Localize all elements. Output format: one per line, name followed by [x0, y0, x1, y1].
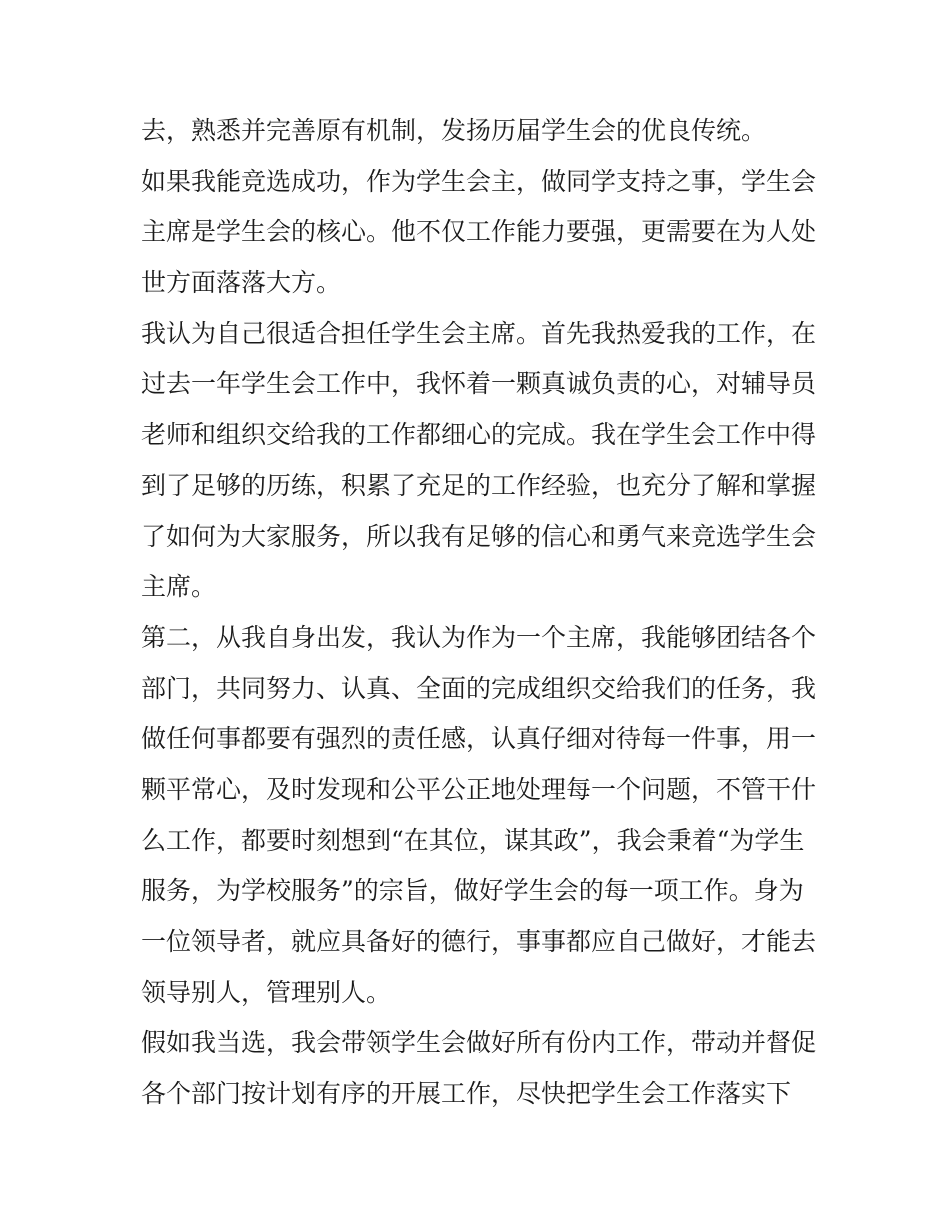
text-line: 如果我能竞选成功，作为学生会主，做同学支持之事，学生会 — [141, 166, 817, 196]
text-line: 到了足够的历练，积累了充足的工作经验，也充分了解和掌握 — [141, 470, 817, 500]
text-line: 么工作，都要时刻想到“在其位，谋其政”，我会秉着“为学生 — [141, 825, 805, 855]
text-line: 世方面落落大方。 — [141, 268, 342, 298]
text-line: 假如我当选，我会带领学生会做好所有份内工作，带动并督促 — [141, 1028, 817, 1058]
text-line: 一位领导者，就应具备好的德行，事事都应自己做好，才能去 — [141, 927, 817, 956]
text-line: 做任何事都要有强烈的责任感，认真仔细对待每一件事，用一 — [141, 724, 817, 754]
text-line: 各个部门按计划有序的开展工作，尽快把学生会工作落实下 — [141, 1079, 792, 1109]
text-line: 主席。 — [141, 572, 217, 602]
text-line: 部门，共同努力、认真、全面的完成组织交给我们的任务，我 — [141, 673, 817, 703]
document-body — [141, 106, 821, 1120]
text-line: 颗平常心，及时发现和公平公正地处理每一个问题，不管干什 — [141, 774, 817, 804]
text-line: 领导别人，管理别人。 — [141, 977, 392, 1007]
text-line: 第二，从我自身出发，我认为作为一个主席，我能够团结各个 — [141, 622, 817, 652]
text-line: 我认为自己很适合担任学生会主席。首先我热爱我的工作，在 — [141, 318, 817, 348]
text-line: 服务，为学校服务”的宗旨，做好学生会的每一项工作。身为 — [141, 876, 804, 906]
text-line: 老师和组织交给我的工作都细心的完成。我在学生会工作中得 — [141, 420, 817, 450]
text-line: 过去一年学生会工作中，我怀着一颗真诚负责的心，对辅导员 — [141, 369, 817, 399]
text-line: 了如何为大家服务，所以我有足够的信心和勇气来竞选学生会 — [141, 521, 817, 551]
text-line: 主席是学生会的核心。他不仅工作能力要强，更需要在为人处 — [141, 217, 817, 247]
text-line: 去，熟悉并完善原有机制，发扬历届学生会的优良传统。 — [141, 116, 767, 145]
